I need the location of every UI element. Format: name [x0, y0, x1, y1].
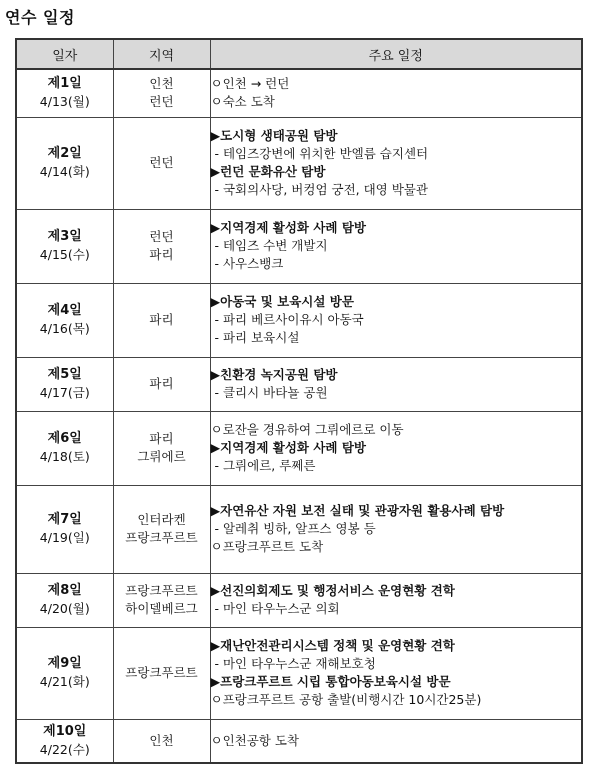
day-date: 4/17(금)	[39, 385, 90, 400]
region-name: 그뤼에르	[137, 449, 186, 464]
day-date: 4/22(수)	[39, 741, 90, 757]
day-date: 4/19(일)	[39, 530, 90, 545]
plan-cell	[210, 485, 582, 573]
table-row	[16, 357, 582, 411]
plan-heading: ▶도시형 생태공원 탐방	[210, 128, 338, 143]
table-row	[16, 69, 582, 117]
region-cell	[113, 69, 210, 117]
day-date: 4/18(토)	[39, 449, 90, 464]
table-row	[16, 209, 582, 283]
region-cell	[113, 283, 210, 357]
plan-note: ㅇ인천공항 도착	[210, 732, 299, 748]
day-label: 제2일	[47, 146, 82, 161]
page-title: 연수 일정	[5, 8, 75, 27]
day-date: 4/21(화)	[39, 674, 90, 689]
region-cell	[113, 411, 210, 485]
region-name: 프랑크푸르트	[125, 665, 198, 680]
plan-cell	[210, 69, 582, 117]
table-header-row	[16, 39, 582, 69]
plan-note: ㅇ인천 → 런던	[210, 76, 290, 92]
plan-heading: ▶친환경 녹지공원 탐방	[210, 367, 338, 382]
day-cell	[16, 117, 113, 209]
region-name: 프랑크푸르트	[125, 583, 198, 598]
day-cell	[16, 573, 113, 627]
day-cell	[16, 209, 113, 283]
region-name: 런던	[149, 229, 174, 244]
day-label: 제5일	[47, 367, 82, 382]
day-label: 제7일	[47, 512, 82, 527]
plan-detail: - 테임즈강변에 위치한 반엘름 습지센터	[214, 146, 429, 161]
day-label: 제1일	[47, 76, 82, 92]
day-cell	[16, 411, 113, 485]
day-cell	[16, 719, 113, 763]
plan-cell	[210, 117, 582, 209]
region-name: 파리	[149, 376, 174, 391]
region-name: 파리	[149, 431, 174, 446]
day-date: 4/13(월)	[39, 94, 90, 110]
region-cell	[113, 573, 210, 627]
region-name: 파리	[149, 247, 174, 262]
region-name: 인천	[149, 732, 174, 748]
day-label: 제8일	[47, 583, 82, 598]
plan-detail: - 사우스뱅크	[214, 256, 284, 271]
plan-cell	[210, 719, 582, 763]
day-cell	[16, 283, 113, 357]
day-label: 제4일	[47, 303, 82, 318]
plan-detail: - 클리시 바타뇰 공원	[214, 385, 328, 400]
region-cell	[113, 627, 210, 719]
table-row	[16, 573, 582, 627]
plan-detail: - 마인 타우누스군 의회	[214, 601, 340, 616]
table-row	[16, 411, 582, 485]
plan-detail: - 파리 보육시설	[214, 330, 300, 345]
plan-cell	[210, 283, 582, 357]
plan-detail: - 테임즈 수변 개발지	[214, 238, 328, 253]
plan-cell	[210, 357, 582, 411]
plan-cell	[210, 411, 582, 485]
plan-detail: - 마인 타우누스군 재해보호청	[214, 656, 376, 671]
schedule-body	[16, 69, 582, 763]
day-label: 제3일	[47, 229, 82, 244]
region-name: 하이델베르그	[125, 601, 198, 616]
table-row	[16, 719, 582, 763]
day-date: 4/14(화)	[39, 164, 90, 179]
day-date: 4/15(수)	[39, 247, 90, 262]
day-cell	[16, 627, 113, 719]
region-name: 인터라켄	[137, 512, 186, 527]
day-label: 제10일	[43, 723, 87, 739]
day-cell	[16, 357, 113, 411]
region-cell	[113, 485, 210, 573]
day-label: 제9일	[47, 656, 82, 671]
plan-cell	[210, 627, 582, 719]
plan-heading: ▶자연유산 자원 보전 실태 및 관광자원 활용사례 탐방	[210, 503, 505, 518]
column-header-region: 지역	[113, 39, 210, 69]
plan-heading: ▶지역경제 활성화 사례 탐방	[210, 440, 366, 455]
region-name: 인천	[149, 76, 174, 92]
day-date: 4/16(목)	[39, 321, 90, 336]
plan-detail: - 파리 베르사이유시 아동국	[214, 312, 364, 327]
plan-cell	[210, 209, 582, 283]
day-label: 제6일	[47, 431, 82, 446]
region-cell	[113, 719, 210, 763]
plan-heading: ▶재난안전관리시스템 정책 및 운영현황 견학	[210, 638, 455, 653]
region-cell	[113, 117, 210, 209]
plan-note: ㅇ숙소 도착	[210, 94, 275, 110]
table-row	[16, 117, 582, 209]
plan-detail: - 국회의사당, 버컹엄 궁전, 대영 박물관	[214, 182, 428, 197]
schedule-table	[15, 38, 583, 764]
region-name: 런던	[149, 94, 174, 110]
column-header-plan: 주요 일정	[210, 39, 582, 69]
plan-note: ㅇ프랑크푸르트 공항 출발(비행시간 10시간25분)	[210, 692, 482, 707]
plan-heading: ▶지역경제 활성화 사례 탐방	[210, 220, 366, 235]
plan-heading: ▶런던 문화유산 탐방	[210, 164, 326, 179]
plan-note: ㅇ로잔을 경유하여 그뤼에르로 이동	[210, 422, 404, 437]
table-row	[16, 627, 582, 719]
region-cell	[113, 357, 210, 411]
region-name: 런던	[149, 155, 174, 170]
plan-detail: - 그뤼에르, 루쩨른	[214, 458, 316, 473]
table-row	[16, 485, 582, 573]
plan-heading: ▶아동국 및 보육시설 방문	[210, 294, 354, 309]
plan-heading: ▶프랑크푸르트 시립 통합아동보육시설 방문	[210, 674, 451, 689]
day-date: 4/20(월)	[39, 601, 90, 616]
plan-heading: ▶선진의회제도 및 행정서비스 운영현황 견학	[210, 583, 455, 598]
region-cell	[113, 209, 210, 283]
table-row	[16, 283, 582, 357]
day-cell	[16, 485, 113, 573]
plan-note: ㅇ프랑크푸르트 도착	[210, 539, 324, 554]
day-cell	[16, 69, 113, 117]
region-name: 프랑크푸르트	[125, 530, 198, 545]
region-name: 파리	[149, 312, 174, 327]
plan-cell	[210, 573, 582, 627]
plan-detail: - 알레취 빙하, 알프스 영봉 등	[214, 521, 376, 536]
column-header-date: 일자	[16, 39, 113, 69]
